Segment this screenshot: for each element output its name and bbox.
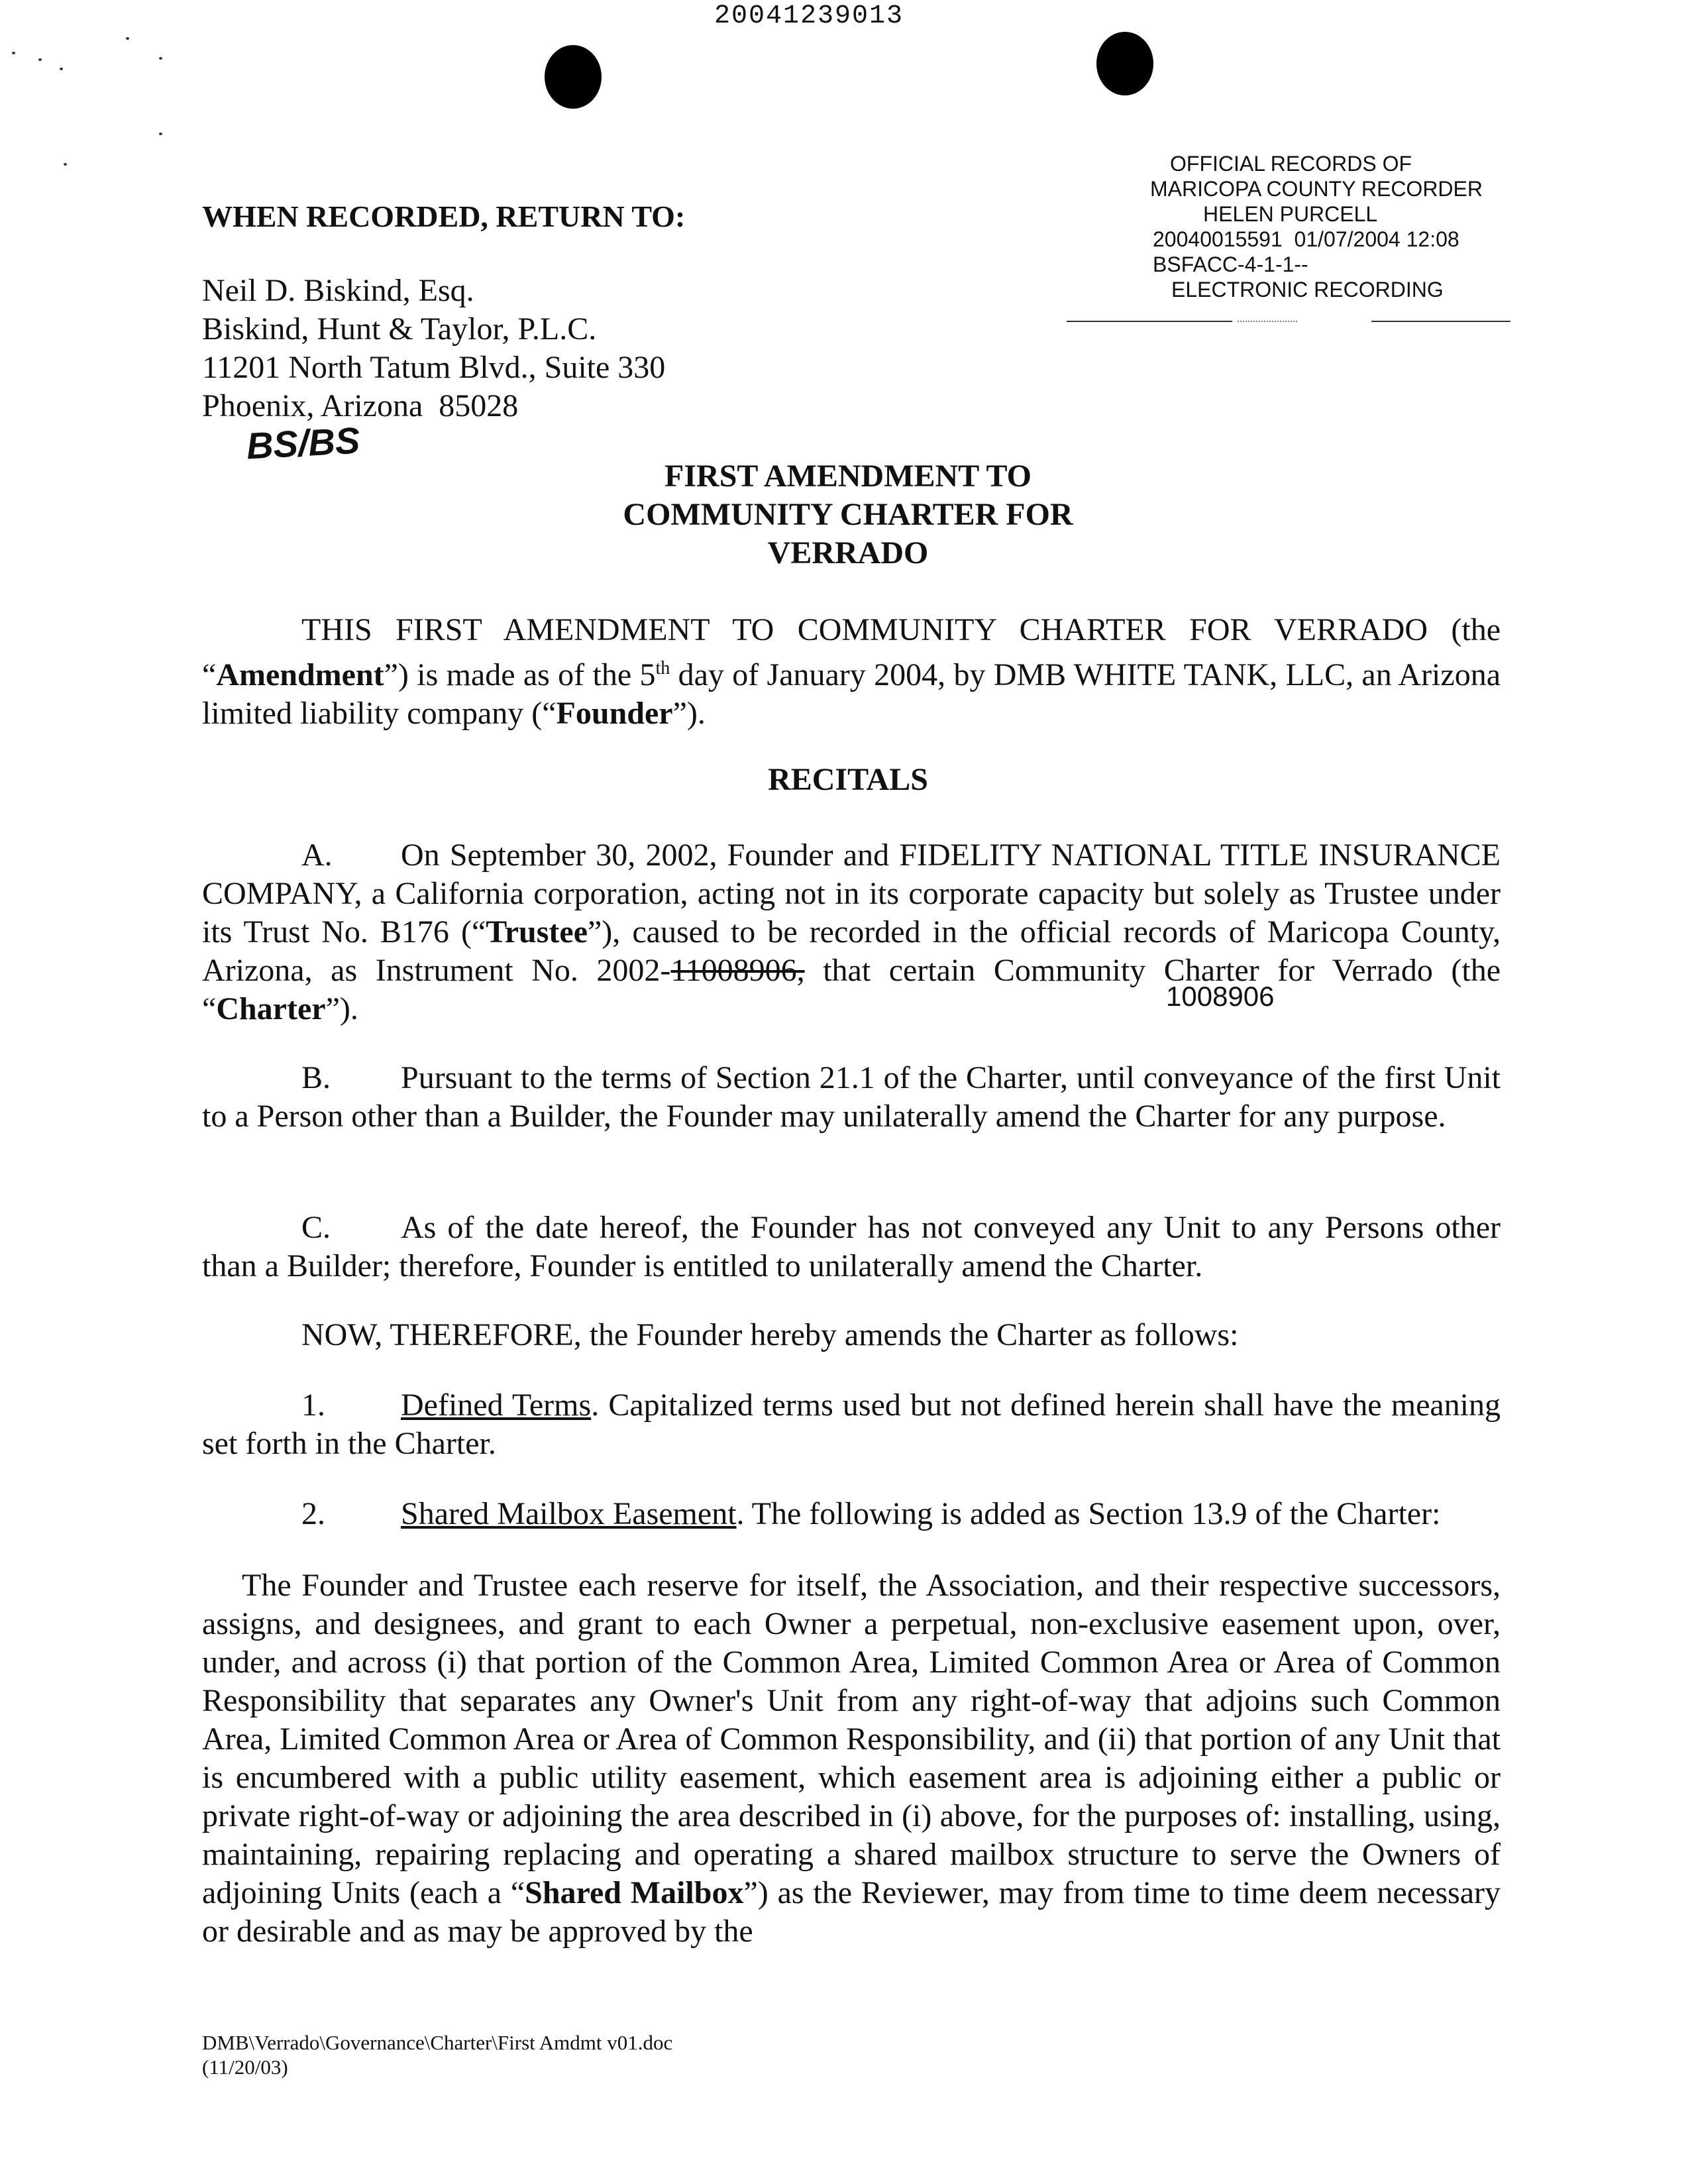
easement-paragraph — [202, 1566, 1501, 1951]
punch-hole-right — [1096, 32, 1153, 95]
handwritten-note: BS/BS — [245, 419, 361, 467]
stamp-rule-right — [1371, 321, 1510, 322]
stamp-rule-left — [1067, 321, 1232, 322]
return-firm: Biskind, Hunt & Taylor, P.L.C. — [202, 311, 597, 347]
document-title — [517, 457, 1179, 573]
recital-text: ”), caused to be recorded in the official records of Maricopa County, Arizona, as Instrument No. 2002- — [202, 914, 1501, 988]
section-1-title: Defined Terms — [401, 1388, 592, 1423]
title-line-2: COMMUNITY CHARTER FOR — [623, 497, 1073, 532]
instrument-correction: 1008906 — [1166, 981, 1275, 1012]
intro-text: day of January 2004, by DMB WHITE TANK, LLC, an Arizona limited liability company (“ — [202, 657, 1501, 731]
footer-file-path: DMB\Verrado\Governance\Charter\First Amdmt v01.doc — [202, 2031, 673, 2054]
recital-text: On September 30, 2002, Founder and FIDELITY NATIONAL TITLE INSURANCE COMPANY, a California corporation, acting not in its corporate capacity but solely as Trustee under its Trust No. B176 (“ — [202, 838, 1501, 950]
section-2 — [202, 1495, 1501, 1533]
document-number: 20041239013 — [714, 1, 904, 31]
stamp-line-electronic: ELECTRONIC RECORDING — [1171, 278, 1444, 301]
section-2-title: Shared Mailbox Easement — [401, 1496, 737, 1531]
return-city: Phoenix, Arizona 85028 — [202, 388, 519, 423]
recital-b — [202, 1059, 1501, 1136]
term-charter: Charter — [216, 991, 326, 1026]
scan-speck — [159, 57, 162, 60]
footer — [202, 2030, 672, 2079]
recitals-heading: RECITALS — [768, 762, 928, 797]
footer-date: (11/20/03) — [202, 2055, 288, 2079]
term-shared-mailbox: Shared Mailbox — [525, 1875, 744, 1910]
recital-label: B. — [301, 1060, 331, 1095]
stamp-line-code: BSFACC-4-1-1-- — [1153, 252, 1308, 276]
section-text: . The following is added as Section 13.9 of the Charter: — [736, 1496, 1441, 1531]
now-therefore: NOW, THEREFORE, the Founder hereby amends the Charter as follows: — [301, 1317, 1239, 1352]
scan-speck — [159, 133, 162, 135]
term-amendment: Amendment — [216, 657, 384, 692]
intro-text: ”) is made as of the 5 — [384, 657, 656, 692]
section-1 — [202, 1386, 1501, 1463]
return-name: Neil D. Biskind, Esq. — [202, 273, 474, 308]
stamp-line-official: OFFICIAL RECORDS OF — [1170, 152, 1412, 176]
scan-speck — [38, 58, 42, 61]
term-trustee: Trustee — [486, 914, 588, 950]
return-heading: WHEN RECORDED, RETURN TO: — [202, 199, 686, 233]
section-label: 1. — [301, 1388, 325, 1423]
term-founder: Founder — [556, 696, 673, 731]
title-line-3: VERRADO — [767, 535, 929, 571]
stamp-fee-number: 20040015591 — [1153, 227, 1283, 251]
struck-instrument-number: 11008906, — [670, 953, 805, 988]
scan-speck — [64, 163, 67, 166]
scan-speck — [126, 37, 129, 40]
scan-speck — [12, 52, 15, 54]
intro-text: ”). — [672, 696, 706, 731]
recording-stamp — [1120, 151, 1544, 302]
section-label: 2. — [301, 1496, 325, 1531]
stamp-line-fee — [1120, 227, 1544, 252]
recital-text: As of the date hereof, the Founder has not conveyed any Unit to any Persons other than a Builder; therefore, Founder is entitled to unilaterally amend the Charter. — [202, 1210, 1501, 1283]
return-street: 11201 North Tatum Blvd., Suite 330 — [202, 350, 666, 385]
recital-label: A. — [301, 838, 333, 873]
intro-superscript: th — [655, 658, 670, 679]
stamp-rule-dotted — [1238, 321, 1297, 322]
intro-paragraph — [202, 611, 1501, 733]
easement-text: The Founder and Trustee each reserve for itself, the Association, and their respective successors, assigns, and designees, and grant to each Owner a perpetual, non-exclusive easement upon, over, under, and across (i) that portion of the Common Area, Limited Common Area or Area of Common Responsibility that separates any Owner's Unit from any right-of-way that adjoins such Common Area, Limited Common Area or Area of Common Responsibility, and (ii) that portion of any Unit that is encumbered with a public utility easement, which easement area is adjoining either a public or private right-of-way or adjoining the area described in (i) above, for the purposes of: installing, using, maintaining, repairing replacing and operating a shared mailbox structure to serve the Owners of adjoining Units (each a “ — [202, 1568, 1501, 1910]
punch-hole-left — [545, 45, 602, 109]
recital-text: that certain Community Charter for Verrado (the “ — [202, 953, 1501, 1026]
intro-text: THIS FIRST AMENDMENT TO COMMUNITY CHARTER FOR VERRADO (the “ — [202, 612, 1501, 692]
recital-text: Pursuant to the terms of Section 21.1 of the Charter, until conveyance of the first Unit to a Person other than a Builder, the Founder may unilaterally amend the Charter for any purpose. — [202, 1060, 1501, 1134]
title-line-1: FIRST AMENDMENT TO — [664, 459, 1032, 494]
section-text: . Capitalized terms used but not defined herein shall have the meaning set forth in the Charter. — [202, 1388, 1501, 1461]
scan-speck — [60, 68, 63, 70]
stamp-line-recorder: MARICOPA COUNTY RECORDER — [1150, 177, 1483, 201]
recital-c — [202, 1209, 1501, 1285]
stamp-line-name: HELEN PURCELL — [1203, 202, 1378, 226]
recital-label: C. — [301, 1210, 331, 1245]
recital-text: ”). — [325, 991, 358, 1026]
return-address — [202, 272, 665, 425]
easement-text: ”) as the Reviewer, may from time to time deem necessary or desirable and as may be approved by the — [202, 1875, 1501, 1949]
recital-a — [202, 836, 1501, 1028]
stamp-date-time: 01/07/2004 12:08 — [1294, 227, 1459, 251]
